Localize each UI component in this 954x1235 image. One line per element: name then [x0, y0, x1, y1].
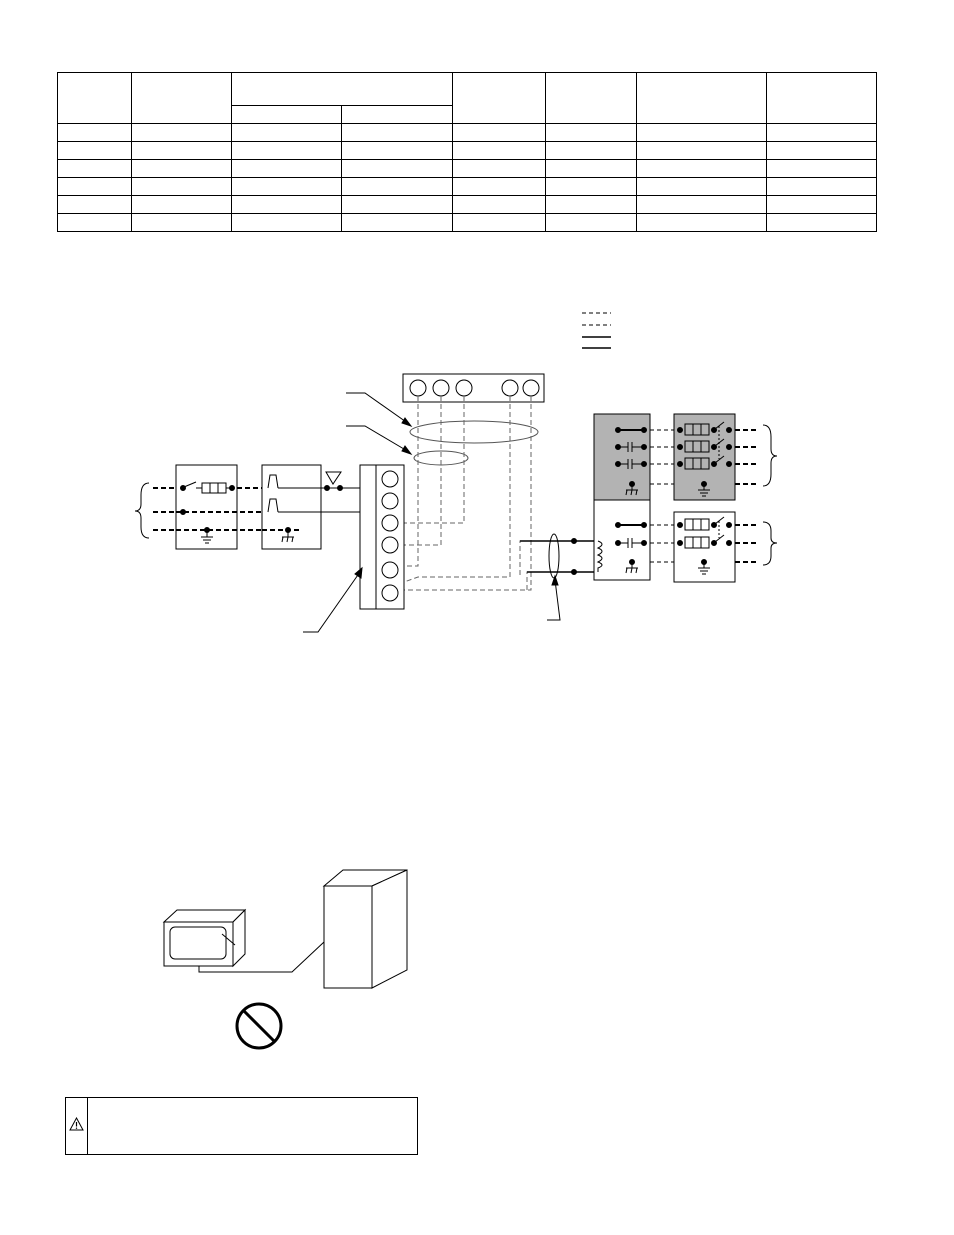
power-input-section: [135, 465, 360, 549]
terminal-circle: [382, 471, 398, 487]
caution-text: [96, 1106, 409, 1146]
ground-icon: [201, 530, 213, 543]
chassis-ground-icon: [282, 530, 294, 542]
filter-box: [262, 465, 321, 549]
strip-callout-arrow: [303, 568, 362, 632]
ground-icon: [698, 562, 710, 574]
indoor-unit-panel: [594, 414, 650, 580]
monitor-icon: [164, 910, 245, 966]
terminal-circle: [382, 585, 398, 601]
fuse-icon: [685, 424, 709, 435]
terminal-circle: [382, 562, 398, 578]
fuse-icon: [685, 441, 709, 452]
terminal-circle: [410, 380, 426, 396]
prohibited-connection-illustration: [164, 870, 407, 1048]
shield-callout-arrow: [547, 576, 560, 620]
cabinet-icon: [324, 870, 407, 988]
fuse-icon: [202, 483, 226, 493]
top-terminal-block: [403, 374, 544, 402]
terminal-circle: [433, 380, 449, 396]
control-wires: [404, 396, 574, 590]
input-brace: [135, 483, 149, 538]
chassis-ground-icon: [626, 562, 638, 573]
single-phase-breaker: [674, 512, 735, 582]
line-legend: [582, 313, 611, 348]
coil-icon: [598, 541, 602, 572]
inductor-icon: [268, 499, 278, 512]
terminal-strip: [360, 465, 404, 609]
caution-box: [65, 1097, 418, 1155]
terminal-circle: [382, 537, 398, 553]
terminal-circle: [456, 380, 472, 396]
three-phase-breaker: [674, 414, 735, 500]
triangle-marker-icon: [326, 472, 341, 484]
callout-arrows: [346, 393, 411, 454]
fuse-icon: [685, 537, 709, 548]
inductor-icon: [268, 475, 278, 488]
output-brace: [763, 522, 777, 565]
terminal-circle: [382, 493, 398, 509]
output-brace: [763, 425, 777, 486]
terminal-circle: [502, 380, 518, 396]
terminal-circle: [382, 515, 398, 531]
caution-icon-cell: [66, 1098, 88, 1154]
prohibited-icon: [237, 1004, 281, 1048]
terminal-circle: [523, 380, 539, 396]
fuse-icon: [685, 519, 709, 530]
cable-shield-ellipse: [410, 421, 538, 443]
fuse-icon: [685, 458, 709, 469]
warning-triangle-icon: [69, 1117, 84, 1131]
